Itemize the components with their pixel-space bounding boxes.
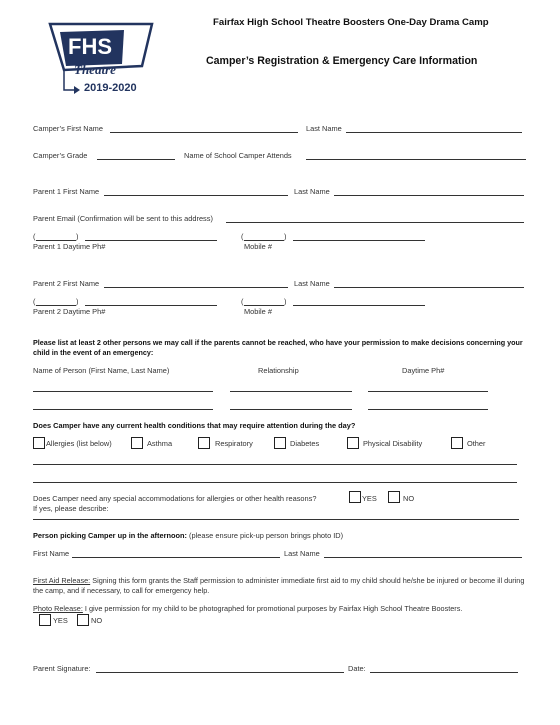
- photo-no-checkbox[interactable]: [77, 614, 89, 626]
- parent2-area-code-line[interactable]: [36, 305, 76, 306]
- parent1-last-name-line[interactable]: [334, 195, 524, 196]
- parent2-last-name-line[interactable]: [334, 287, 524, 288]
- other-label: Other: [467, 439, 486, 448]
- physical-disability-checkbox[interactable]: [347, 437, 359, 449]
- contact1-name-line[interactable]: [33, 391, 213, 392]
- allergies-checkbox[interactable]: [33, 437, 45, 449]
- school-line[interactable]: [306, 159, 526, 160]
- parent-signature-line[interactable]: [96, 672, 344, 673]
- allergies-label: Allergies (list below): [46, 439, 112, 448]
- parent1-mobile-close: ): [284, 232, 287, 241]
- parent2-mobile-label: Mobile #: [244, 307, 272, 316]
- other-checkbox[interactable]: [451, 437, 463, 449]
- asthma-checkbox[interactable]: [131, 437, 143, 449]
- parent-email-line[interactable]: [226, 222, 524, 223]
- accommodations-yes-checkbox[interactable]: [349, 491, 361, 503]
- contact-name-header: Name of Person (First Name, Last Name): [33, 366, 170, 375]
- physical-disability-label: Physical Disability: [363, 439, 423, 448]
- contact-phone-header: Daytime Ph#: [402, 366, 445, 375]
- asthma-label: Asthma: [147, 439, 173, 448]
- diabetes-label: Diabetes: [290, 439, 320, 448]
- camper-grade-label: Camper’s Grade: [33, 151, 88, 160]
- parent1-first-name-label: Parent 1 First Name: [33, 187, 100, 196]
- photo-release-title: Photo Release:: [33, 604, 83, 613]
- accommodations-yes-label: YES: [362, 494, 377, 503]
- photo-yes-checkbox[interactable]: [39, 614, 51, 626]
- date-label: Date:: [348, 664, 366, 673]
- pickup-heading-bold: Person picking Camper up in the afternoon:: [33, 531, 187, 540]
- photo-no-label: NO: [91, 616, 103, 625]
- contact2-phone-line[interactable]: [368, 409, 488, 410]
- respiratory-checkbox[interactable]: [198, 437, 210, 449]
- parent2-phone-close: ): [76, 297, 79, 306]
- parent1-daytime-line[interactable]: [85, 240, 217, 241]
- pickup-heading: [33, 531, 343, 540]
- parent2-mobile-line[interactable]: [293, 305, 425, 306]
- camper-last-name-line[interactable]: [346, 132, 522, 133]
- respiratory-label: Respiratory: [215, 439, 253, 448]
- first-aid-text: Signing this form grants the Staff permission to administer immediate first aid to my child should he/she be injured or become ill during the camp, and if necessary, to call for emergency help.: [33, 576, 525, 595]
- school-label: Name of School Camper Attends: [184, 151, 292, 160]
- page-subtitle: Camper’s Registration & Emergency Care Information: [206, 55, 478, 67]
- diabetes-checkbox[interactable]: [274, 437, 286, 449]
- contact2-name-line[interactable]: [33, 409, 213, 410]
- parent1-mobile-label: Mobile #: [244, 242, 272, 251]
- photo-release: [33, 604, 525, 614]
- accommodations-no-checkbox[interactable]: [388, 491, 400, 503]
- pickup-last-name-line[interactable]: [324, 557, 522, 558]
- pickup-heading-note: (please ensure pick-up person brings photo ID): [187, 531, 344, 540]
- health-details-line-1[interactable]: [33, 464, 517, 465]
- health-question: Does Camper have any current health conditions that may require attention during the day?: [33, 421, 356, 430]
- parent1-phone-close: ): [76, 232, 79, 241]
- accommodations-describe-label: If yes, please describe:: [33, 504, 109, 513]
- parent2-daytime-line[interactable]: [85, 305, 217, 306]
- logo-letters: FHS: [68, 34, 112, 59]
- parent1-phone-open: (: [33, 232, 36, 241]
- accommodations-no-label: NO: [403, 494, 415, 503]
- emergency-contacts-instructions: Please list at least 2 other persons we may call if the parents cannot be reached, who have your permission to make decisions concerning your child in the event of an emergency:: [33, 338, 523, 357]
- parent1-mobile-open: (: [241, 232, 244, 241]
- photo-yes-label: YES: [53, 616, 68, 625]
- accommodations-details-line[interactable]: [33, 519, 519, 520]
- parent2-first-name-label: Parent 2 First Name: [33, 279, 100, 288]
- contact1-phone-line[interactable]: [368, 391, 488, 392]
- photo-release-text: I give permission for my child to be photographed for promotional purposes by Fairfax High School Theatre Boosters.: [82, 604, 463, 613]
- parent2-daytime-label: Parent 2 Daytime Ph#: [33, 307, 106, 316]
- logo-year: 2019-2020: [84, 82, 137, 94]
- parent1-area-code-line[interactable]: [36, 240, 76, 241]
- parent-email-label: Parent Email (Confirmation will be sent to this address): [33, 214, 213, 223]
- parent2-first-name-line[interactable]: [104, 287, 288, 288]
- camper-first-name-label: Camper’s First Name: [33, 124, 103, 133]
- parent2-mobile-area-line[interactable]: [244, 305, 284, 306]
- page-title: Fairfax High School Theatre Boosters One-Day Drama Camp: [213, 17, 489, 28]
- camper-last-name-label: Last Name: [306, 124, 342, 133]
- parent-signature-label: Parent Signature:: [33, 664, 91, 673]
- parent1-mobile-line[interactable]: [293, 240, 425, 241]
- pickup-first-name-label: First Name: [33, 549, 70, 558]
- pickup-first-name-line[interactable]: [72, 557, 280, 558]
- pickup-last-name-label: Last Name: [284, 549, 320, 558]
- camper-grade-line[interactable]: [97, 159, 175, 160]
- first-aid-title: First Aid Release:: [33, 576, 91, 585]
- accommodations-question: Does Camper need any special accommodations for allergies or other health reasons?: [33, 494, 317, 503]
- date-line[interactable]: [370, 672, 518, 673]
- parent1-daytime-label: Parent 1 Daytime Ph#: [33, 242, 106, 251]
- parent1-mobile-area-line[interactable]: [244, 240, 284, 241]
- first-aid-release: [33, 576, 525, 596]
- parent2-mobile-close: ): [284, 297, 287, 306]
- parent2-phone-open: (: [33, 297, 36, 306]
- parent2-mobile-open: (: [241, 297, 244, 306]
- contact1-relationship-line[interactable]: [230, 391, 352, 392]
- parent1-first-name-line[interactable]: [104, 195, 288, 196]
- contact-relationship-header: Relationship: [258, 366, 299, 375]
- parent2-last-name-label: Last Name: [294, 279, 330, 288]
- logo-script: Theatre: [74, 62, 116, 77]
- camper-first-name-line[interactable]: [110, 132, 298, 133]
- health-details-line-2[interactable]: [33, 482, 517, 483]
- parent1-last-name-label: Last Name: [294, 187, 330, 196]
- contact2-relationship-line[interactable]: [230, 409, 352, 410]
